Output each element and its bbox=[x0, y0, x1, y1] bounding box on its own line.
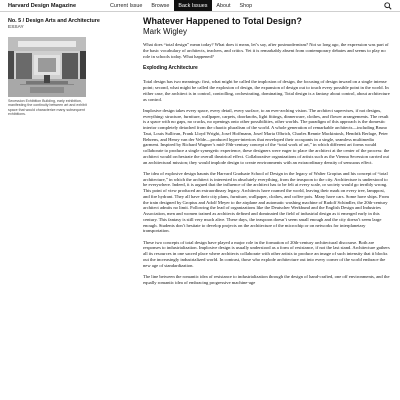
nav-back-issues[interactable]: Back Issues bbox=[174, 0, 212, 11]
article-body bbox=[143, 42, 391, 285]
brand-logo[interactable]: Harvard Design Magazine bbox=[8, 3, 77, 9]
nav-about[interactable]: About bbox=[216, 3, 231, 9]
article-type-label: ESSAY bbox=[8, 25, 24, 30]
paragraph: Total design has two meanings: first, what might be called the implosion of design, the focusing of design inward on a single intense point; second, what might be called the explosion of design, the expansion of design out to touch every possible point in the world. In either case, the architect is in control, controlling, orchestrating, dominating. Total design is a fantasy about control, about architecture as control. bbox=[143, 79, 390, 102]
paragraph: These two concepts of total design have played a major role in the formation of 20th-century architectural discourse. Both are responses to industrialization. Implosive design is usually understood as a form of resistance, if not the last stand. Architecture gathers all its resources in one sacred place where architects collaborate with other artists to produce an image of such intensity that it blocks out the increasingly industrialized world. In contrast, those who explode architecture out into every corner of the world embrace the new age of standardization. bbox=[143, 239, 390, 268]
article-main bbox=[143, 16, 391, 291]
paragraph: What does “total design” mean today? What does it mean, let’s say, after postmodernism? Not so long ago, the expression was part of the basic vocabulary of architects, teachers, and critics. Yet it is remarkably absent from contemporary debates and seems to play no role in schools today. What happened? bbox=[143, 42, 389, 59]
top-nav-bar bbox=[0, 0, 400, 12]
article-photo bbox=[8, 37, 86, 97]
photo-caption: Secession Exhibition Building, early exhibition, manifesting the continuity between art and exhibit space that would characterize many subsequent exhibitions. bbox=[8, 99, 87, 116]
nav-current-issue[interactable]: Current Issue bbox=[110, 3, 143, 9]
issue-section-link[interactable]: No. 5 / Design Arts and Architecture bbox=[8, 18, 100, 24]
paragraph: The line between the romantic idea of resistance to industrialization through the design of hand-crafted, one off environments, and the equally romantic idea of embracing progressive machine-age bbox=[143, 273, 390, 285]
article-author[interactable]: Mark Wigley bbox=[143, 27, 188, 36]
nav-browse[interactable]: Browse bbox=[151, 3, 170, 9]
search-icon[interactable] bbox=[384, 2, 392, 10]
main-nav bbox=[106, 0, 257, 11]
exhibition-hall-image bbox=[8, 37, 86, 97]
section-heading: Exploding Architecture bbox=[143, 65, 198, 72]
article-title: Whatever Happened to Total Design? bbox=[143, 16, 302, 26]
paragraph: Implosive design takes every space, every detail, every surface, to an ever-arching vision. The architect supervises, if not designs, everything: structure, furniture, wallpaper, carpets, doorknobs, light fittings, dinnerware, clothes, and flower arrangements. The result is a space with no gaps, no cracks, no openings onto other possibilities, other worlds. The paradigm of this approach is the domestic interior completely detached from the chaotic pluralism of the world. A whole generation of remarkable architects—including Bruno Taut, Louis Sullivan, Frank Lloyd Wright, Josef Hoffmann, Josef Maria Olbrich, Charles Rennie Mackintosh, Hendrik Berlage, Peter Behrens, and Henry van der Velde—produced hyper-interiors that enveloped their occupants in a single, seamless multimedia garment. Inspired by Richard Wagner’s mid-19th-century concept of the “total work of art,” in which different art forms would collaborate to produce a single synergetic experience, these designers were eager to place the architect at the center of the process: the architect would orchestrate the overall theatrical effect. Collaborative organizations of artists such as the Vienna Secession carried out an architectural mission; they would implode design to create environments with an extraordinary density of sensuous effect. bbox=[143, 107, 390, 165]
left-column bbox=[8, 18, 108, 116]
paragraph: The idea of explosive design haunts the Harvard Graduate School of Design in the legacy of Walter Gropius and his concept of “total architecture,” in which the architect is interested in absolutely everything, from the teaspoon to the city. Architecture is understood to be everywhere. Indeed, it is argued that the influence of the architect has to be felt at every scale, or society would go terribly wrong. This point of view produced an extraordinary legacy. Architects have roamed the world, leaving their mark on every tree, lamppost, and fire hydrant. They all have their city plans, furniture, wallpaper, clothes, and coffee pots. Many have cars. Some have ships. From the train designed by Gropius and Adolf Meyer to the airplane and automatic washing machine of Rudolf Schindler, the 20th-century architect admits no limit. Following the lead of organizations like the Deutscher Werkbund and the English Design and Industries Association, men and women trained as architects defined and dominated the field of industrial design as it emerged early in this century. This fantasy is still very much alive. These days, the teaspoon doesn’t seem small enough and the city doesn’t seem large enough. Students don’t hesitate to develop projects on the architecture of the microchip or on networks for interplanetary transportation. bbox=[143, 170, 389, 234]
nav-shop[interactable]: Shop bbox=[239, 3, 253, 9]
